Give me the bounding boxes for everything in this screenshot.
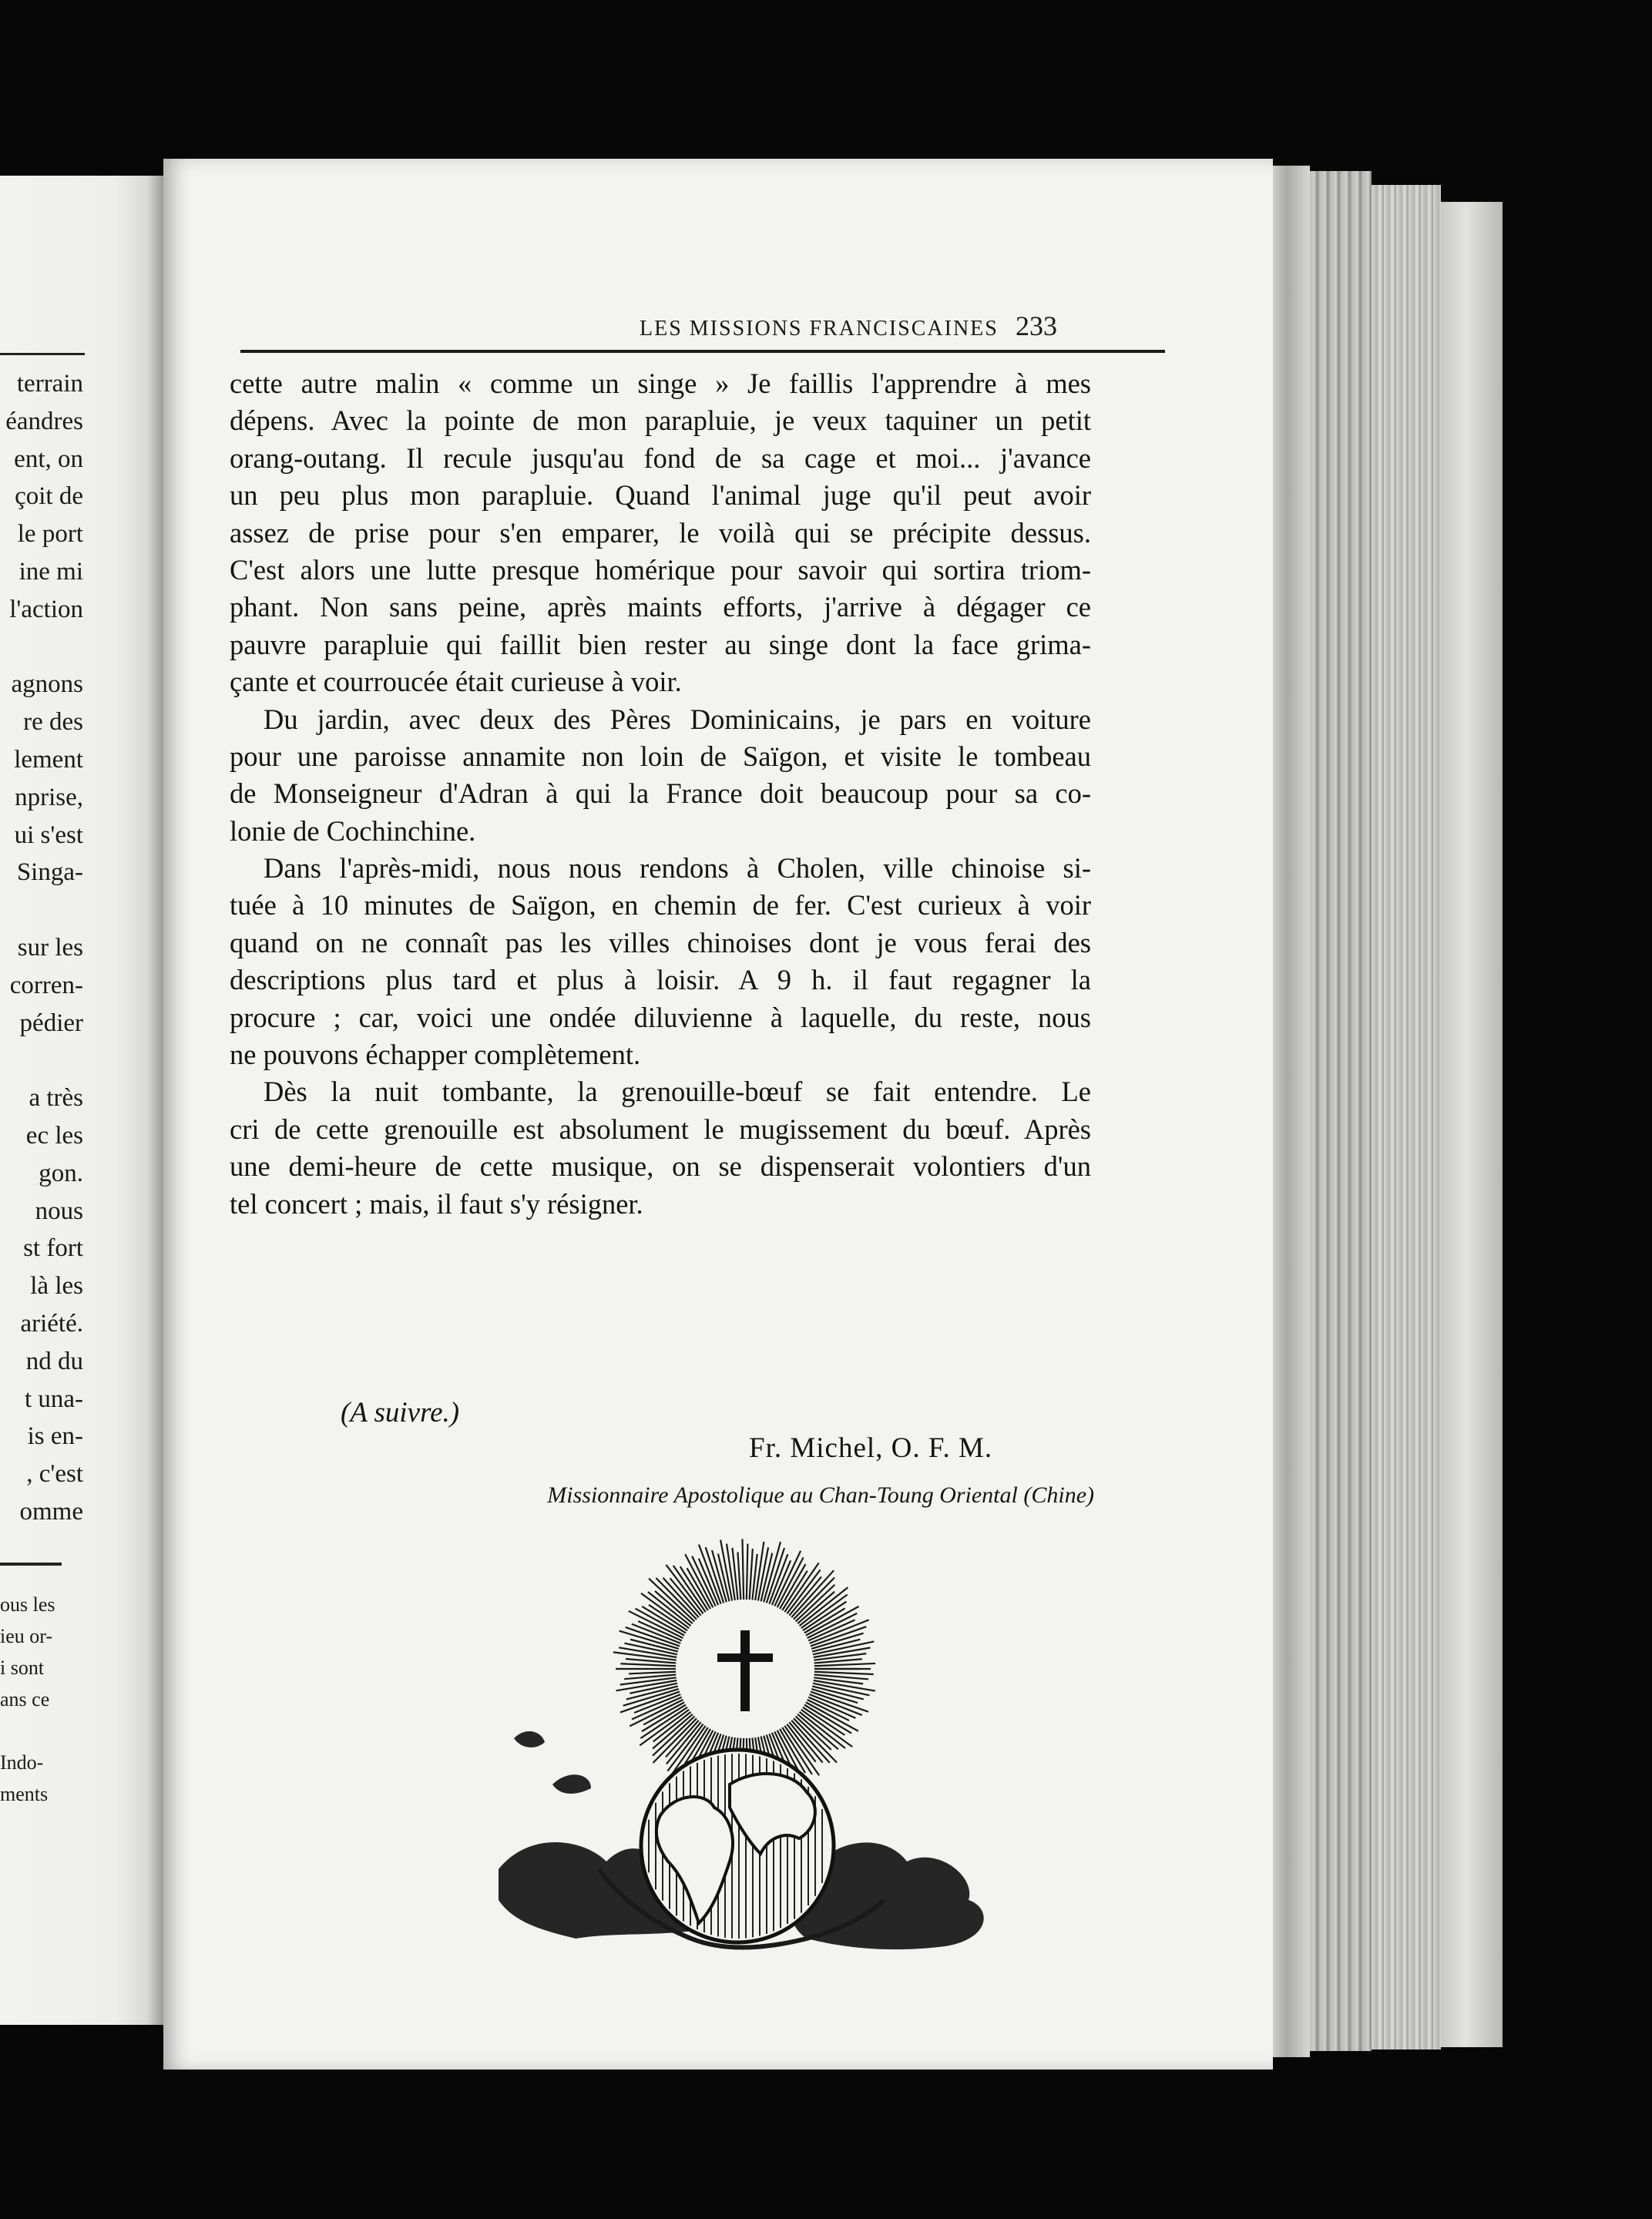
text-line: pauvre parapluie qui faillit bien rester au singe dont la face grima- [230,628,1091,660]
text-line: de Monseigneur d'Adran à qui la France doit beaucoup pour sa co- [230,777,1091,810]
book-page [163,159,1273,2070]
facing-page-line: nd du [25,1347,83,1375]
running-head [472,310,1057,342]
facing-page-line: ent, on [14,445,83,473]
text-line: Dans l'après-midi, nous nous rendons à Cholen, ville chinoise si- [264,852,1091,885]
facing-page-line: le port [17,520,83,549]
facing-page-line: ec les [25,1122,83,1150]
facing-page-line: çoit de [15,482,83,511]
facing-page-footnote-rule [0,1563,62,1566]
facing-page-line: omme [19,1498,83,1526]
facing-page-line: nous [35,1197,83,1225]
facing-page-note: i sont [0,1657,45,1679]
running-title: LES MISSIONS FRANCISCAINES [640,317,999,341]
facing-page-line: a très [29,1084,83,1113]
facing-page-line: , c'est [26,1460,83,1489]
text-line: quand on ne connaît pas les villes chinoises dont je vous ferai des [230,926,1091,958]
text-line: cri de cette grenouille est absolument le mugissement du bœuf. Après [230,1113,1091,1145]
facing-page-note: ieu or- [0,1625,53,1647]
text-line: phant. Non sans peine, après maints efforts, j'arrive à dégager ce [230,591,1091,623]
article-body [230,365,1091,1223]
facing-page-line: st fort [23,1234,83,1263]
facing-page-line: lement [14,746,83,774]
facing-page-line: là les [30,1272,83,1301]
page-edges [1372,185,1441,2049]
text-line: C'est alors une lutte presque homérique pour savoir qui sortira triom- [230,553,1091,586]
facing-page-note: ous les [0,1593,55,1616]
facing-page-line: Singa- [16,858,83,887]
text-line: tuée à 10 minutes de Saïgon, en chemin de fer. C'est curieux à voir [230,889,1091,922]
header-rule [240,350,1165,353]
facing-page-line: pédier [19,1009,83,1037]
facing-page-line: ariété. [20,1310,83,1338]
facing-page-line: éandres [5,407,83,435]
text-line: un peu plus mon parapluie. Quand l'animal juge qu'il peut avoir [230,479,1091,512]
facing-page-line: agnons [11,670,83,699]
text-line: procure ; car, voici une ondée diluvienne à laquelle, du reste, nous [230,1001,1091,1033]
text-line: pour une paroisse annamite non loin de Saïgon, et visite le tombeau [230,740,1091,772]
facing-page-rule [0,353,85,355]
page-edges [1310,171,1372,2051]
facing-page-line: nprise, [15,783,83,811]
author-signature: Fr. Michel, O. F. M. [749,1432,993,1464]
facing-page-line: ine mi [18,558,83,586]
text-line: descriptions plus tard et plus à loisir. A 9 h. il faut regagner la [230,964,1091,996]
text-line: assez de prise pour s'en emparer, le voilà qui se précipite dessus. [230,516,1091,549]
text-line: dépens. Avec la pointe de mon parapluie, je veux taquiner un petit [230,405,1091,437]
facing-page-line: sur les [17,934,83,962]
globe-cross-emblem [483,1538,1038,1969]
facing-page-line: corren- [9,971,83,999]
to-be-continued: (A suivre.) [341,1397,460,1428]
facing-page-note: ans ce [0,1688,50,1710]
text-line: Dès la nuit tombante, la grenouille-bœuf se fait entendre. Le [264,1076,1091,1108]
text-line: ne pouvons échapper complètement. [230,1039,641,1071]
facing-page-line: ui s'est [14,821,83,849]
text-line: une demi-heure de cette musique, on se dispenserait volontiers d'un [230,1150,1091,1183]
facing-page-note: ments [0,1783,49,1805]
text-line: orang-outang. Il recule jusqu'au fond de sa cage et moi... j'avance [230,441,1091,474]
facing-page-line: t una- [24,1385,83,1413]
page-number: 233 [1016,311,1057,341]
text-line: Du jardin, avec deux des Pères Dominicains, je pars en voiture [264,703,1091,735]
facing-page-line: is en- [27,1422,83,1451]
facing-page-line: l'action [9,595,83,623]
facing-page-line: re des [23,708,83,737]
text-line: tel concert ; mais, il faut s'y résigner. [230,1187,643,1220]
text-line: cette autre malin « comme un singe » Je faillis l'apprendre à mes [230,368,1091,399]
text-line: lonie de Cochinchine. [230,814,476,847]
text-line: çante et courroucée était curieuse à voir. [230,666,682,698]
page-edges [1441,202,1503,2047]
facing-page-line: gon. [39,1159,83,1187]
facing-page-line: terrain [16,370,83,398]
author-affiliation: Missionnaire Apostolique au Chan-Toung Oriental (Chine) [547,1482,1094,1508]
facing-page-note: Indo- [0,1751,44,1774]
